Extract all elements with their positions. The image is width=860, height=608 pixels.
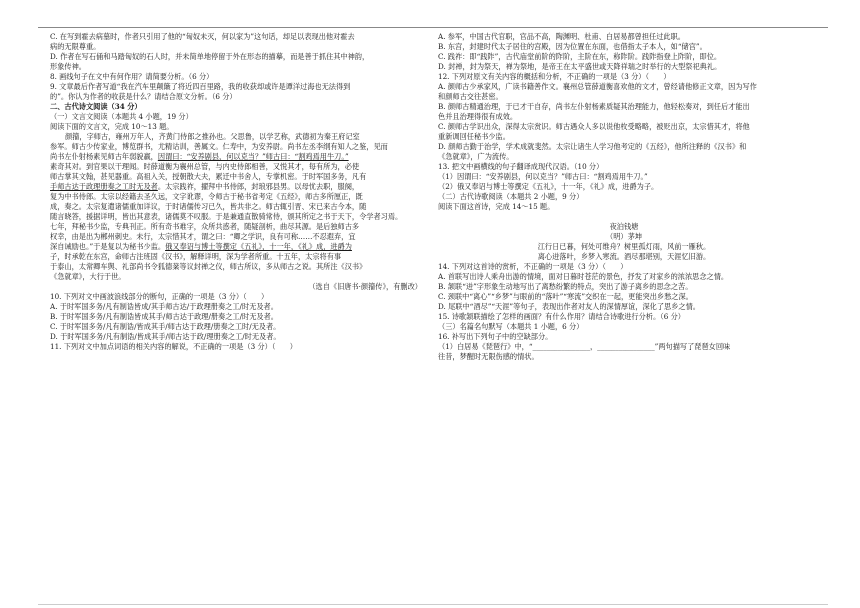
right-text-line: D. 封禅，封为祭天，禅为祭地，是帝王在太平盛世或天降祥瑞之时举行的大型祭祀典礼。 <box>438 62 722 71</box>
top-rule <box>38 27 828 28</box>
left-text-line: 形象传神。 <box>50 62 86 71</box>
right-text-line: 往昔，梦醒时无限伤感的情状。 <box>438 352 539 362</box>
right-text-line: D. 尾联中“酒尽”“天涯”等句子，表现出作者对友人的深情厚谊，深化了思乡之情。 <box>438 302 700 312</box>
right-text-line: 色并且治理得很有成效。 <box>438 112 518 121</box>
right-text-line: A. 颜师古少承家风，广读书籍善作文。襄州总管薛道衡喜欢他的文才，曾经请他修正文章，因为写作 <box>438 82 757 91</box>
right-text-line: C. 颈联中“离心”“乡梦”与眼前的“落叶”“寒流”交织在一起，更能突出乡愁之深。 <box>438 292 693 302</box>
right-text-line: 13. 把文中画横线的句子翻译成现代汉语。（10 分） <box>438 162 604 171</box>
right-text-line <box>438 212 810 222</box>
left-text-line: 的”。你认为作者的收获是什么？请结合原文分析。（6 分） <box>50 92 237 101</box>
left-text-line: 师古掌其文翰，甚见器重。高祖入关，授朝散大夫，累迁中书舍人，专掌机密。于时军国多务，凡有 <box>50 172 367 181</box>
right-text-line: 12. 下列对原文有关内容的概括和分析，不正确的一项是（3 分）（ ） <box>438 72 671 81</box>
right-text-line: B. 颔联“迸”字形象生动地写出了离愁纷繁的特点，突出了游子离乡的思念之苦。 <box>438 282 693 292</box>
right-text-line: 江行日已暮，何处可维舟？树里孤灯雨，风前一雁秋。 <box>537 242 711 252</box>
left-text-line: D. 于时军国多务/凡有制诰/皆成其手/师古达于政/理册奏之工/时无及者。 <box>50 332 281 341</box>
right-text-line: 和颜师古交往甚密。 <box>438 92 503 101</box>
left-text-line: 《急就章》，大行于世。 <box>50 272 126 281</box>
left-text-line: 权幸，由是出为郴州刺史。未行，太宗惜其才，谓之曰：“卿之学识，良有可称……不忍遐弃，宜 <box>50 232 356 241</box>
left-text-line: A. 于时军国多务/凡有制诰皆成/其手师古达/于政理册奏之工/时无及者。 <box>50 302 278 311</box>
left-text-line: 参军。师古少传家业，博览群书，尤精诂训，善属文。仁寿中，为安养尉。尚书左丞李纲有知人之鉴，见而 <box>50 142 388 151</box>
left-text-line: （选自《旧唐书·颜籀传》，有删改） <box>308 282 422 291</box>
right-text-line: B. 颜师古精通治理，于已才干自存，尚书左仆射杨素质疑其治理能力，他轻松奏对，到任后才能出 <box>438 102 750 111</box>
right-text-line: 14. 下列对这首诗的赏析，不正确的一项是（3 分）（ ） <box>438 262 628 272</box>
left-text-line: 尚书左仆射杨素见师古年弱貌羸，因谓曰：“安养剧县，何以克当？”师古曰：“割鸡焉用牛刀。” <box>50 152 349 161</box>
right-text-line: A. 首联写出诗人乘舟出游的情境，面对日暮时苍茫的景色，抒发了对家乡的浓浓思念之情。 <box>438 272 729 282</box>
right-text-line: （明）茅坤 <box>606 232 642 242</box>
left-text-line: 9. 文章最后作者写道“我在汽车里颠簸了将近四百里路，我的收获却或许是谭洋过海也无法得到 <box>50 82 351 91</box>
right-text-line: （2）俄又奉诏与博士等撰定《五礼》，十一年，《礼》成，进爵为子。 <box>438 182 659 191</box>
underlined-sentence: 手师古达于政理册奏之工时无及者 <box>50 182 158 191</box>
left-text-line: 病的无限尊重。 <box>50 42 101 51</box>
left-text-line: 子，时承乾在东宫，命师古注班固《汉书》，解释详明，深为学者所重。十五年，太宗将有事 <box>50 252 342 261</box>
left-text-line: 8. 画线句子在文中有何作用？请简要分析。（6 分） <box>50 72 214 81</box>
left-text-line: 成，奏之。太宗复遣诸儒重加详议，于时诸儒传习已久，皆共非之。师古辄引晋、宋已来古今本，随 <box>50 202 367 211</box>
left-text-line: 深自诫励也。”于是复以为秘书少监。俄又奉诏与博士等撰定《五礼》，十一年，《礼》成，进爵为 <box>50 242 352 251</box>
right-text-line: 重新调回任秘书少监。 <box>438 132 510 141</box>
right-text-line: 阅读下面这首诗，完成 14～15 题。 <box>438 202 555 211</box>
right-text-line: 16. 补写出下列句子中的空缺部分。 <box>438 332 553 342</box>
left-text-line: 10. 下列对文中画波浪线部分的断句，正确的一项是（3 分）（ ） <box>50 292 269 301</box>
right-text-line: B. 东宫，封建时代太子居住的宫殿，因为位置在东面，也借指太子本人，如“储宫”。 <box>438 42 707 51</box>
right-text-line: C. 践祚：即“践阼”，古代庙堂前阶的阼阶，主阶在东，称阼阶。践阼指登上阼阶，即位。 <box>438 52 722 61</box>
right-text-line: A. 参军，中国古代官职，官品不高，陶渊明、杜甫、白居易都曾担任过此职。 <box>438 32 685 41</box>
left-text-line: 二、古代诗文阅读（34 分） <box>50 102 142 111</box>
right-column <box>438 32 810 362</box>
left-text-line: 复为中书侍郎。太宗以经籍去圣久远，文字讹谬，令师古于秘书省考定《五经》，师古多所厘正，既 <box>50 192 363 201</box>
left-text-line: 素奇其对。到官果以干理闻。时薛道衡为襄州总管，与内史侍郎相善，又悦其才，每有所为，必使 <box>50 162 360 171</box>
left-text-line: D. 作者在写石俑和马踏匈奴的石人时，并未简单地停留于外在形态的描摹，而是善于抓住其中神韵， <box>50 52 370 61</box>
left-text-line: 七年，拜秘书少监，专典刊正。所有奇书难字，众所共惑者，随疑剖析，曲尽其源。是后独师古多 <box>50 222 360 231</box>
left-text-line: 颜籀，字师古，雍州万年人，齐黄门侍郎之推孙也。父思鲁，以学艺称，武德初为秦王府记室 <box>65 132 360 141</box>
left-text-line: 11. 下列对文中加点词语的相关内容的解说，不正确的一项是（3 分）（ ） <box>50 342 297 351</box>
left-text-line: （一）文言文阅读（本题共 4 小题，19 分） <box>50 112 193 121</box>
right-text-line: （1）白居易《琵琶行》中，“________________，________________”两句描写了琵琶女回味 <box>438 342 731 352</box>
left-text-line: B. 于时军国多务/凡有制诰皆成其手/师古达于政理/册奏之工/时无及者。 <box>50 312 278 321</box>
left-text-line: C. 于时军国多务/凡有制诰/皆成其手/师古达于政理/册奏之工时/无及者。 <box>50 322 281 331</box>
left-text-line: 阅读下面的文言文，完成 10～13 题。 <box>50 122 174 131</box>
left-text-line: 手师古达于政理册奏之工时无及者。太宗践祚，擢拜中书侍郎，封琅邪县男。以母忧去职，服阕， <box>50 182 360 191</box>
left-text-line: C. 在写到霍去病墓时，作者只引用了他的“匈奴未灭，何以家为”这句话，却足以表现出他对霍去 <box>50 32 355 41</box>
right-text-line: （二）古代诗歌阅读（本题共 2 小题，9 分） <box>438 192 584 201</box>
underlined-sentence: 因谓曰：“安养剧县，何以克当？”师古曰：“割鸡焉用牛刀。” <box>157 152 349 161</box>
right-text-line: 《急就章》，广为流传。 <box>438 152 514 161</box>
bottom-rule <box>38 604 828 605</box>
left-column <box>50 32 422 352</box>
right-text-line: 15. 诗歌颔联描绘了怎样的画面？有什么作用？请结合诗歌进行分析。（6 分） <box>438 312 685 322</box>
right-text-line: （三）名篇名句默写（本题共 1 小题，6 分） <box>438 322 584 332</box>
right-text-line: 离心迸落叶，乡梦入寒流。酒尽那堪别，天涯忆旧游。 <box>537 252 711 262</box>
right-text-line: C. 颜师古学识出众，深得太宗赏识。师古遇众人多以说他枚受略略，被贬出京，太宗惜其才，将他 <box>438 122 750 131</box>
left-text-line: 随言晓答，援据详明，皆出其意表，诸儒莫不叹服。于是兼通直散骑常侍，颁其所定之书于天下，令学者习焉。 <box>50 212 403 221</box>
underlined-sentence: 俄又奉诏与博士等撰定《五礼》，十一年，《礼》成，进爵为 <box>165 242 352 251</box>
right-text-line: 夜泊钱塘 <box>609 222 639 232</box>
right-text-line: （1）因谓曰：“安养剧县，何以克当？”师古曰：“割鸡焉用牛刀。” <box>438 172 648 181</box>
right-text-line: D. 颜师古勤于治学，学术成就斐然。太宗让诸生人学习他考定的《五经》，他所注释的《汉书》和 <box>438 142 747 151</box>
left-text-line: 于泰山，太常卿车舆、礼部尚书令狐德棻等议封禅之仪，师古所议，多从师古之说。其所注《汉书》 <box>50 262 367 271</box>
